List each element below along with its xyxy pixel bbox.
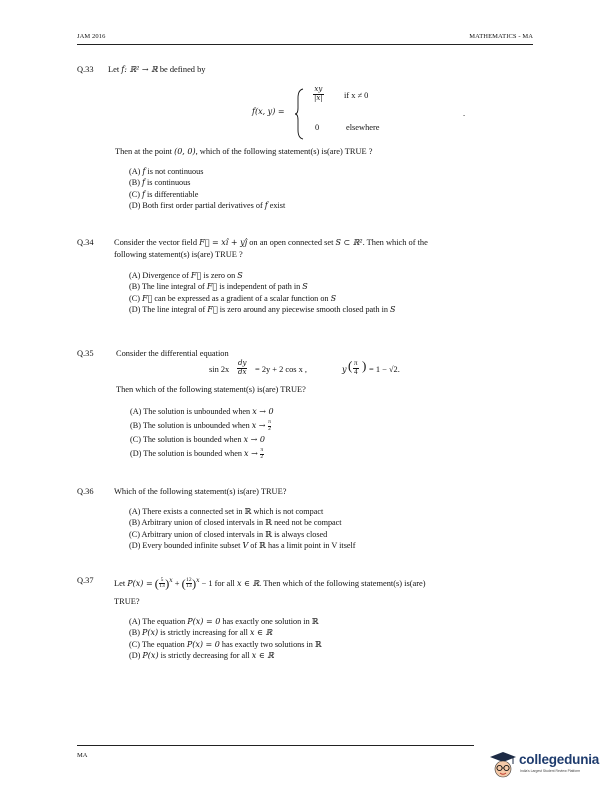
options-list	[129, 270, 396, 316]
option-a: (A) Divergence of F⃗ is zero on S	[129, 271, 243, 280]
question-stem-line2: following statement(s) is(are) TRUE ?	[114, 250, 243, 259]
question-number: Q.34	[77, 238, 94, 247]
numerator: xy	[314, 85, 323, 93]
subject-title: MATHEMATICS - MA	[469, 33, 533, 40]
options-list	[129, 506, 356, 552]
paren-open: (	[348, 358, 353, 373]
question-stem: Which of the following statement(s) is(are) TRUE?	[114, 487, 287, 496]
footer-code: MA	[77, 752, 88, 759]
logo-tagline: India's Largest Student Review Platform	[520, 769, 581, 773]
option-c: (C) The equation P(x) = 0 has exactly two solutions in ℝ	[129, 639, 322, 649]
options-list	[129, 616, 322, 662]
option-c: (C) f is differentiable	[129, 189, 199, 199]
case2-value: 0	[315, 123, 320, 132]
option-d: (D) The solution is bounded when x → $\frac{\pi}{2}$	[130, 447, 264, 460]
eq-lhs: sin 2x	[209, 365, 230, 374]
intro-text: Let	[108, 65, 122, 74]
option-c: (C) F⃗ can be expressed as a gradient of a scalar function on S	[129, 293, 337, 303]
function-label: f(x, y) =	[252, 107, 285, 116]
left-brace	[295, 88, 305, 140]
option-a: (A) There exists a connected set in ℝ which is not compact	[129, 507, 324, 516]
cond-num: π	[354, 359, 358, 367]
option-b: (B) f is continuous	[129, 178, 191, 188]
question-stem-line1: Consider the vector field F⃗ = xî + yĵ on an open connected set S ⊂ ℝ². Then which of the	[114, 238, 428, 247]
question-stem: Then which of the following statement(s) is(are) TRUE?	[116, 385, 306, 394]
option-a: (A) The equation P(x) = 0 has exactly one solution in ℝ	[129, 617, 319, 626]
logo-text: collegedunia	[519, 752, 600, 767]
case2-condition: elsewhere	[346, 123, 380, 132]
eq-rhs: = 2y + 2 cos x ,	[255, 365, 308, 374]
exam-title: JAM 2016	[77, 33, 106, 40]
cond-y: y	[342, 365, 347, 374]
case1-fraction	[313, 86, 324, 102]
option-d: (D) Every bounded infinite subset V of ℝ has a limit point in V itself	[129, 541, 356, 551]
header-rule	[77, 44, 533, 45]
stem-text: Then at the point	[115, 147, 175, 156]
cond-fraction	[353, 360, 359, 376]
question-stem-line2: TRUE?	[114, 597, 140, 606]
option-a: (A) f is not continuous	[129, 167, 204, 176]
options-list	[130, 405, 274, 461]
derivative	[237, 360, 247, 376]
stem-text-end: , which of the following statement(s) is(are) TRUE ?	[195, 147, 373, 156]
period: .	[463, 109, 466, 118]
option-d: (D) The line integral of F⃗ is zero around any piecewise smooth closed path in S	[129, 305, 396, 315]
collegedunia-logo	[486, 749, 610, 781]
question-stem	[115, 147, 372, 158]
cond-rhs: = 1 − √2.	[369, 365, 400, 374]
point: (0, 0)	[174, 147, 196, 156]
mapping: f: ℝ² → ℝ	[121, 65, 158, 74]
piecewise-definition	[252, 86, 492, 142]
differential-equation	[209, 358, 509, 382]
question-intro	[108, 65, 205, 76]
option-b: (B) P(x) is strictly increasing for all x ∈ ℝ	[129, 628, 273, 638]
mascot-icon	[489, 750, 517, 780]
case1-condition: if x ≠ 0	[344, 91, 369, 100]
option-b: (B) The solution is unbounded when x → $\frac{\pi}{2}$	[130, 419, 271, 432]
options-list	[129, 166, 285, 212]
option-b: (B) The line integral of F⃗ is independent of path in S	[129, 282, 308, 292]
option-c: (C) The solution is bounded when x → 0	[130, 435, 265, 444]
option-d: (D) Both first order partial derivatives of f exist	[129, 201, 286, 211]
footer-rule	[77, 745, 474, 746]
question-intro: Consider the differential equation	[116, 349, 229, 358]
derivative-den: dx	[238, 367, 247, 376]
option-c: (C) Arbitrary union of closed intervals in ℝ is always closed	[129, 529, 328, 539]
intro-text-end: be defined by	[157, 65, 206, 74]
option-b: (B) Arbitrary union of closed intervals in ℝ need not be compact	[129, 518, 342, 528]
question-number: Q.33	[77, 65, 94, 74]
question-number: Q.35	[77, 349, 94, 358]
question-number: Q.36	[77, 487, 94, 496]
derivative-num: dy	[238, 359, 247, 367]
denominator: |x|	[314, 93, 323, 102]
question-stem-line1: Let P(x) = ( $\frac{5}{13}$ )$^x$ + ( $\frac{12}{13}$ )$^x$ − 1 for all x ∈ ℝ. Then which of the following statement(s) is(are)	[114, 576, 426, 591]
option-d: (D) P(x) is strictly decreasing for all x ∈ ℝ	[129, 651, 274, 661]
cond-den: 4	[354, 367, 358, 376]
question-number: Q.37	[77, 576, 94, 585]
paren-close: )	[362, 358, 367, 373]
option-a: (A) The solution is unbounded when x → 0	[130, 407, 274, 416]
